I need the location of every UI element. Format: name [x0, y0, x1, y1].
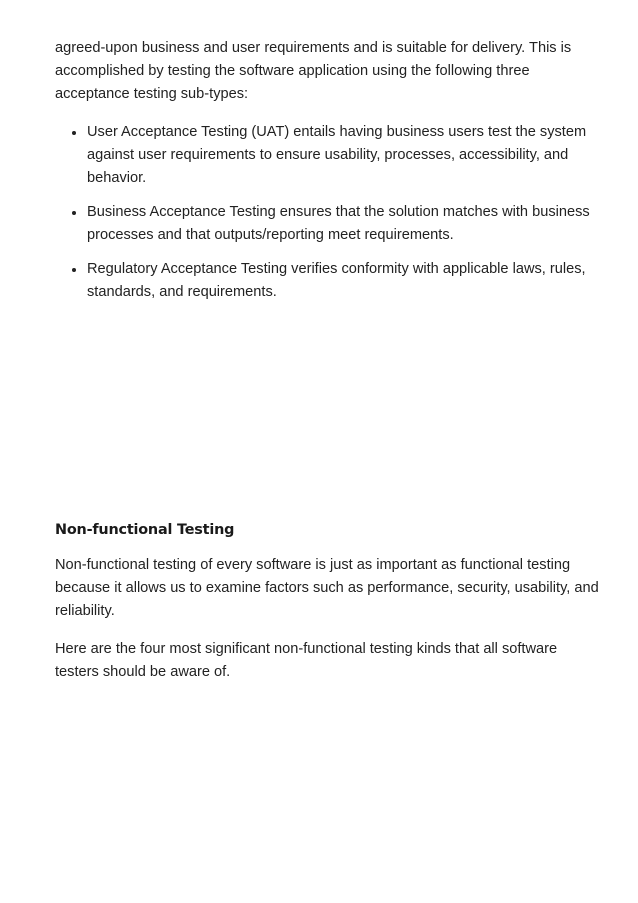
list-item: [55, 258, 600, 304]
list-item-text: User Acceptance Testing (UAT) entails having business users test the system against user requirements to ensure usability, processes, accessibility, and behavior.: [87, 124, 587, 186]
list-item-text: Business Acceptance Testing ensures that the solution matches with business processes and that outputs/reporting meet requirements.: [87, 204, 590, 243]
bullet-icon: [72, 268, 76, 272]
section-heading: Non-functional Testing: [55, 522, 235, 538]
bullet-icon: [72, 131, 76, 135]
intro-paragraph: agreed-upon business and user requirements and is suitable for delivery. This is accomplished by testing the software application using the following three acceptance testing sub-types:: [55, 40, 572, 102]
section-paragraph-1: Non-functional testing of every software is just as important as functional testing because it allows us to examine factors such as performance, security, usability, and reliability.: [55, 557, 599, 619]
list-item-text: Regulatory Acceptance Testing verifies conformity with applicable laws, rules, standards, and requirements.: [87, 261, 586, 300]
list-item: [55, 121, 600, 190]
acceptance-testing-list: [55, 121, 600, 315]
list-item: [55, 201, 600, 247]
section-paragraph-2: Here are the four most significant non-functional testing kinds that all software testers should be aware of.: [55, 641, 558, 680]
bullet-icon: [72, 211, 76, 215]
